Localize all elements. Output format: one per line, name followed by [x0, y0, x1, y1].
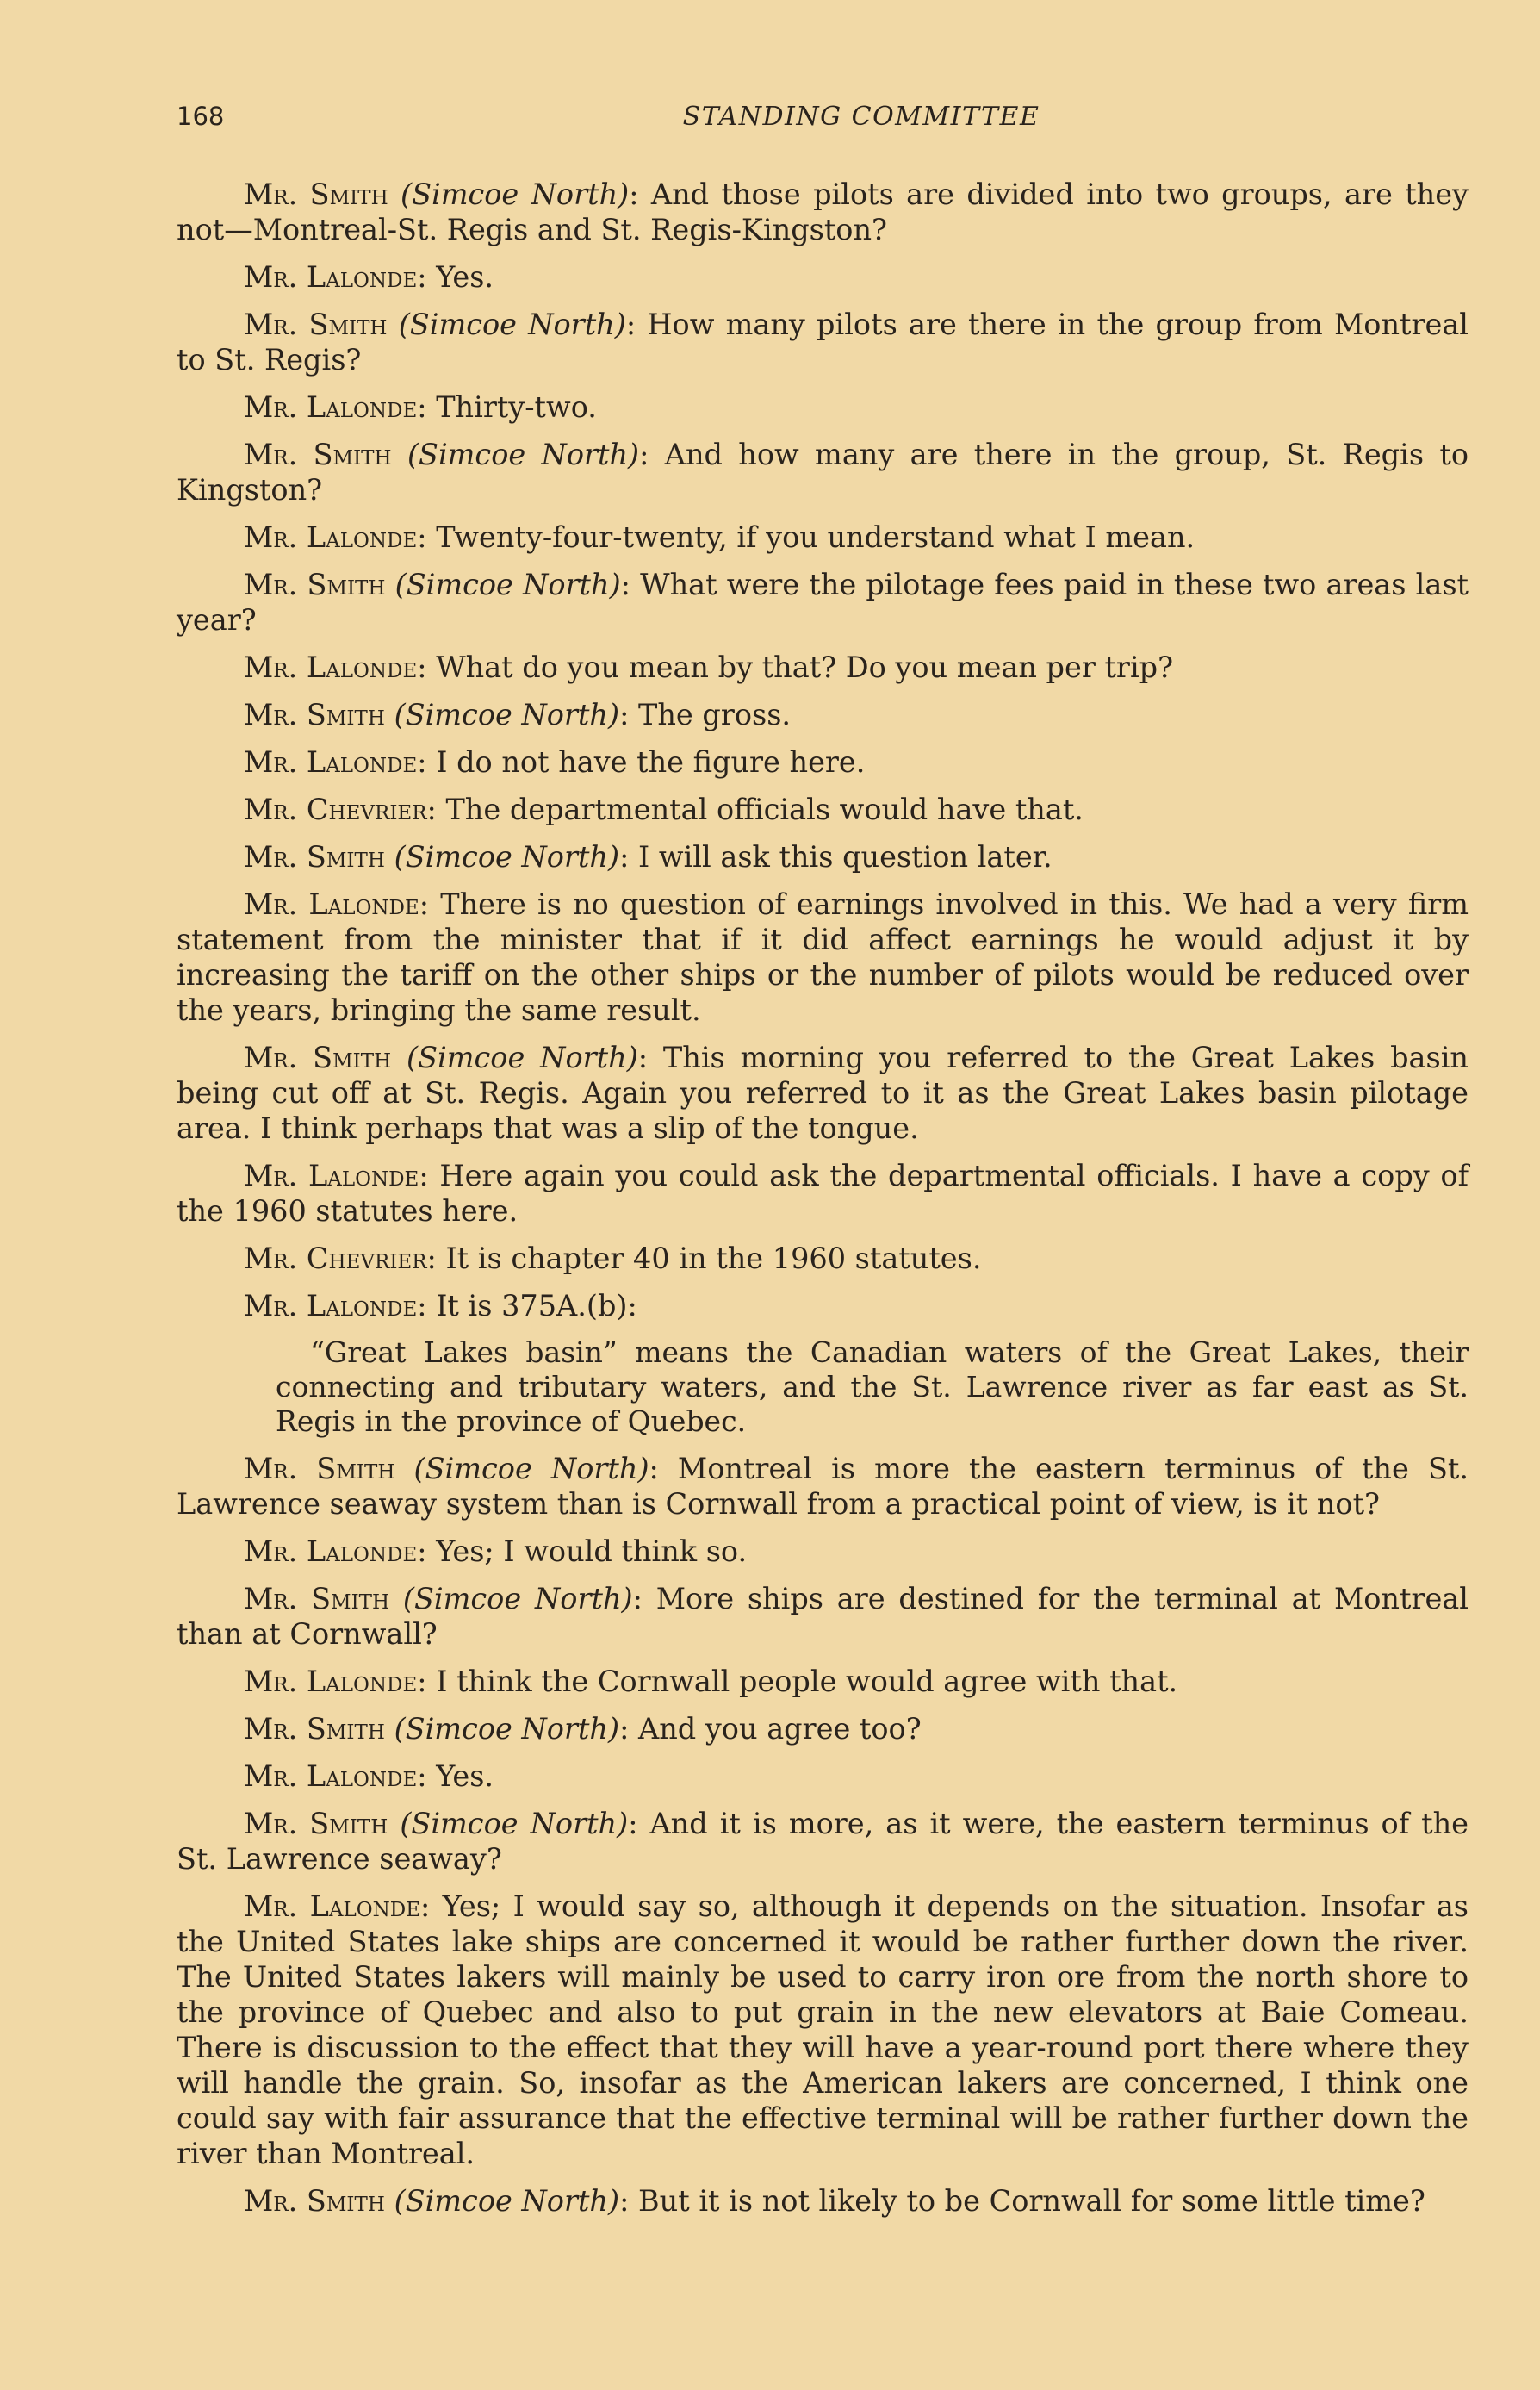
- speech-text: : There is no question of earnings involved in this. We had a very firm statement from the minister that if it did affect earnings he would adjust it by increasing the tariff on the other ships or the number of pilots would be reduced over the years, bringing the same result.: [177, 887, 1469, 1027]
- speaker-affiliation: (Simcoe North): [394, 698, 620, 731]
- transcript-paragraph: [177, 1581, 1469, 1652]
- speech-text: : Thirty-two.: [417, 390, 597, 424]
- speaker-name: Mr. Lalonde: [244, 1159, 419, 1192]
- speaker-affiliation: (Simcoe North): [402, 1582, 633, 1615]
- transcript-paragraph: [177, 1806, 1469, 1877]
- transcript-section-1: [177, 177, 1469, 1323]
- transcript-paragraph: [177, 1758, 1469, 1794]
- speech-text: : What do you mean by that? Do you mean per trip?: [417, 650, 1174, 684]
- speaker-name: Mr. Lalonde: [244, 1889, 420, 1923]
- transcript-paragraph: [177, 1664, 1469, 1699]
- transcript-paragraph: [177, 1241, 1469, 1276]
- speaker-affiliation: (Simcoe North): [407, 1041, 638, 1074]
- speaker-name: Mr. Smith: [244, 177, 388, 211]
- speaker-name: Mr. Smith: [244, 840, 385, 874]
- speaker-name: Mr. Smith: [244, 308, 388, 341]
- transcript-paragraph: [177, 650, 1469, 685]
- speaker-name: Mr. Smith: [244, 1452, 395, 1485]
- transcript-section-2: [177, 1451, 1469, 2219]
- speaker-name: Mr. Lalonde: [244, 887, 419, 921]
- speaker-name: Mr. Smith: [244, 568, 386, 601]
- speech-text: : And those pilots are divided into two groups, are they not—Montreal-St. Regis and St. Regis-Kingston?: [177, 177, 1469, 246]
- transcript-paragraph: [177, 389, 1469, 425]
- transcript-paragraph: [177, 697, 1469, 732]
- speech-text: : Yes.: [417, 1759, 494, 1793]
- speech-text: : Yes.: [417, 260, 494, 294]
- speaker-affiliation: (Simcoe North): [394, 840, 620, 874]
- transcript-paragraph: [177, 259, 1469, 295]
- transcript-paragraph: [177, 1534, 1469, 1569]
- speaker-name: Mr. Smith: [244, 2184, 385, 2218]
- speaker-name: Mr. Lalonde: [244, 1289, 418, 1323]
- transcript-paragraph: [177, 2183, 1469, 2219]
- speech-text: : And it is more, as it were, the eastern terminus of the St. Lawrence seaway?: [177, 1807, 1469, 1876]
- speaker-name: Mr. Lalonde: [244, 390, 418, 424]
- speaker-name: Mr. Lalonde: [244, 520, 418, 554]
- transcript-paragraph: [177, 1889, 1469, 2171]
- speaker-name: Mr. Smith: [244, 1041, 392, 1074]
- statute-quote: “Great Lakes basin” means the Canadian waters of the Great Lakes, their connecting and tributary waters, and the St. Lawrence river as far east as St. Regis in the province of Quebec.: [276, 1335, 1469, 1438]
- speaker-affiliation: (Simcoe North): [401, 177, 630, 211]
- transcript-paragraph: [177, 1040, 1469, 1146]
- speaker-affiliation: (Simcoe North): [398, 308, 626, 341]
- speaker-name: Mr. Lalonde: [244, 260, 418, 294]
- speaker-name: Mr. Chevrier: [244, 1242, 427, 1275]
- speech-text: : And you agree too?: [619, 1712, 922, 1746]
- page-header: [177, 102, 1469, 141]
- speech-text: : I do not have the figure here.: [417, 745, 866, 779]
- speech-text: : Twenty-four-twenty, if you understand what I mean.: [417, 520, 1195, 554]
- transcript-paragraph: [177, 1288, 1469, 1323]
- speech-text: : It is 375A.(b):: [417, 1289, 637, 1323]
- speech-text: : I think the Cornwall people would agree with that.: [417, 1665, 1178, 1698]
- speaker-name: Mr. Smith: [244, 1807, 388, 1840]
- speaker-name: Mr. Lalonde: [244, 745, 418, 779]
- speech-text: : How many pilots are there in the group from Montreal to St. Regis?: [177, 308, 1469, 377]
- speaker-name: Mr. Lalonde: [244, 650, 418, 684]
- speaker-affiliation: (Simcoe North): [407, 438, 640, 471]
- speaker-affiliation: (Simcoe North): [394, 2184, 620, 2218]
- transcript-paragraph: [177, 887, 1469, 1028]
- speaker-name: Mr. Lalonde: [244, 1534, 418, 1568]
- speech-text: : Yes; I would think so.: [417, 1534, 748, 1568]
- speech-text: : This morning you referred to the Great Lakes basin being cut off at St. Regis. Again you referred to it as the Great Lakes basin pilotage area. I think perhaps that was a slip of the tongue.: [177, 1041, 1469, 1145]
- transcript-paragraph: [177, 744, 1469, 780]
- speaker-affiliation: (Simcoe North): [413, 1452, 649, 1485]
- transcript-paragraph: [177, 177, 1469, 247]
- speaker-name: Mr. Lalonde: [244, 1759, 418, 1793]
- speech-text: : Yes; I would say so, although it depends on the situation. Insofar as the United States lake ships are concerned it would be rather further down the river. The United States lakers will mainly be used to carry iron ore from the north shore to the province of Quebec and also to put grain in the new elevators at Baie Comeau. There is discussion to the effect that they will have a year-round port there where they will handle the grain. So, insofar as the American lakers are concerned, I think one could say with fair assurance that the effective terminal will be rather further down the river than Montreal.: [177, 1889, 1469, 2170]
- speech-text: : The gross.: [619, 698, 792, 731]
- speaker-name: Mr. Lalonde: [244, 1665, 418, 1698]
- speaker-name: Mr. Smith: [244, 438, 392, 471]
- speech-text: : I will ask this question later.: [619, 840, 1053, 874]
- transcript-paragraph: [177, 307, 1469, 377]
- speech-text: : The departmental officials would have that.: [426, 793, 1084, 826]
- speaker-affiliation: (Simcoe North): [394, 1712, 620, 1746]
- transcript-body: [177, 177, 1469, 2231]
- speaker-affiliation: (Simcoe North): [400, 1807, 629, 1840]
- transcript-paragraph: [177, 839, 1469, 874]
- transcript-paragraph: [177, 792, 1469, 827]
- speaker-affiliation: (Simcoe North): [394, 568, 621, 601]
- transcript-paragraph: [177, 1711, 1469, 1746]
- transcript-paragraph: [177, 437, 1469, 507]
- page-number: 168: [177, 102, 225, 131]
- speaker-name: Mr. Smith: [244, 698, 385, 731]
- speech-text: : Montreal is more the eastern terminus of the St. Lawrence seaway system than is Cornwall from a practical point of view, is it not?: [177, 1452, 1469, 1521]
- speaker-name: Mr. Smith: [244, 1582, 390, 1615]
- speaker-name: Mr. Smith: [244, 1712, 385, 1746]
- transcript-paragraph: [177, 1158, 1469, 1229]
- speech-text: : It is chapter 40 in the 1960 statutes.: [426, 1242, 982, 1275]
- transcript-paragraph: [177, 1451, 1469, 1522]
- transcript-paragraph: [177, 567, 1469, 638]
- speech-text: : But it is not likely to be Cornwall for some little time?: [619, 2184, 1425, 2218]
- speaker-name: Mr. Chevrier: [244, 793, 427, 826]
- transcript-paragraph: [177, 520, 1469, 555]
- running-title: STANDING COMMITTEE: [682, 102, 1040, 132]
- speech-text: : What were the pilotage fees paid in these two areas last year?: [177, 568, 1469, 637]
- speech-text: : Here again you could ask the departmental officials. I have a copy of the 1960 statutes here.: [177, 1159, 1469, 1228]
- speech-text: : More ships are destined for the terminal at Montreal than at Cornwall?: [177, 1582, 1469, 1651]
- speech-text: : And how many are there in the group, St. Regis to Kingston?: [177, 438, 1469, 507]
